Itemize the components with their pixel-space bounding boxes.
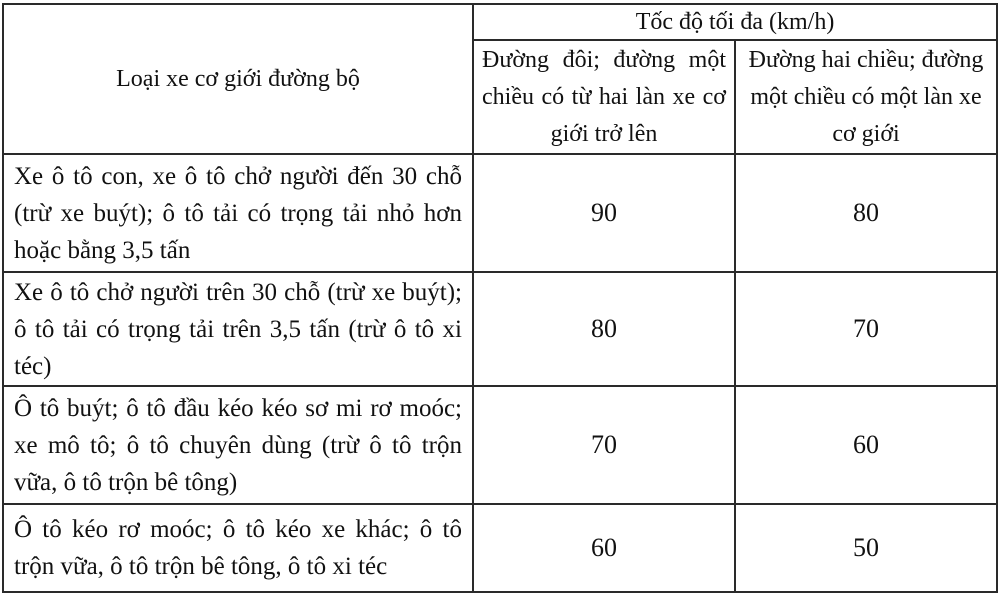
speed-divided-road: 60: [473, 504, 735, 592]
vehicle-type-text: Ô tô kéo rơ moóc; ô tô kéo xe khác; ô tô trộn vữa, ô tô trộn bê tông, ô tô xi téc: [14, 516, 462, 580]
speed-limit-table: [2, 3, 998, 593]
vehicle-type-cell: [3, 154, 473, 272]
speed-divided-road: 90: [473, 154, 735, 272]
vehicle-type-cell: [3, 386, 473, 504]
vehicle-type-cell: [3, 272, 473, 386]
header-divided-road-label: Đường đôi; đường một chiều có từ hai làn xe cơ giới trở lên: [482, 46, 726, 147]
vehicle-type-text: Ô tô buýt; ô tô đầu kéo kéo sơ mi rơ moóc; xe mô tô; ô tô chuyên dùng (trừ ô tô trộn vữa, ô tô trộn bê tông): [14, 394, 462, 496]
speed-two-way-road: 60: [735, 386, 997, 504]
vehicle-type-text: Xe ô tô con, xe ô tô chở người đến 30 chỗ (trừ xe buýt); ô tô tải có trọng tải nhỏ hơn hoặc bằng 3,5 tấn: [14, 162, 462, 264]
header-two-way-road: [735, 40, 997, 154]
table-row: [3, 154, 997, 272]
speed-divided-road: 70: [473, 386, 735, 504]
table-row: [3, 386, 997, 504]
vehicle-type-text: Xe ô tô chở người trên 30 chỗ (trừ xe buýt); ô tô tải có trọng tải trên 3,5 tấn (trừ ô tô xi téc): [14, 278, 462, 380]
table-row: [3, 504, 997, 592]
header-max-speed: Tốc độ tối đa (km/h): [473, 4, 997, 40]
header-divided-road: [473, 40, 735, 154]
speed-two-way-road: 80: [735, 154, 997, 272]
vehicle-type-cell: [3, 504, 473, 592]
speed-two-way-road: 50: [735, 504, 997, 592]
table-row: [3, 272, 997, 386]
header-vehicle-type: Loại xe cơ giới đường bộ: [3, 4, 473, 154]
header-two-way-road-label: Đường hai chiều; đường một chiều có một làn xe cơ giới: [748, 46, 984, 147]
speed-two-way-road: 70: [735, 272, 997, 386]
speed-divided-road: 80: [473, 272, 735, 386]
header-row: [3, 4, 997, 40]
